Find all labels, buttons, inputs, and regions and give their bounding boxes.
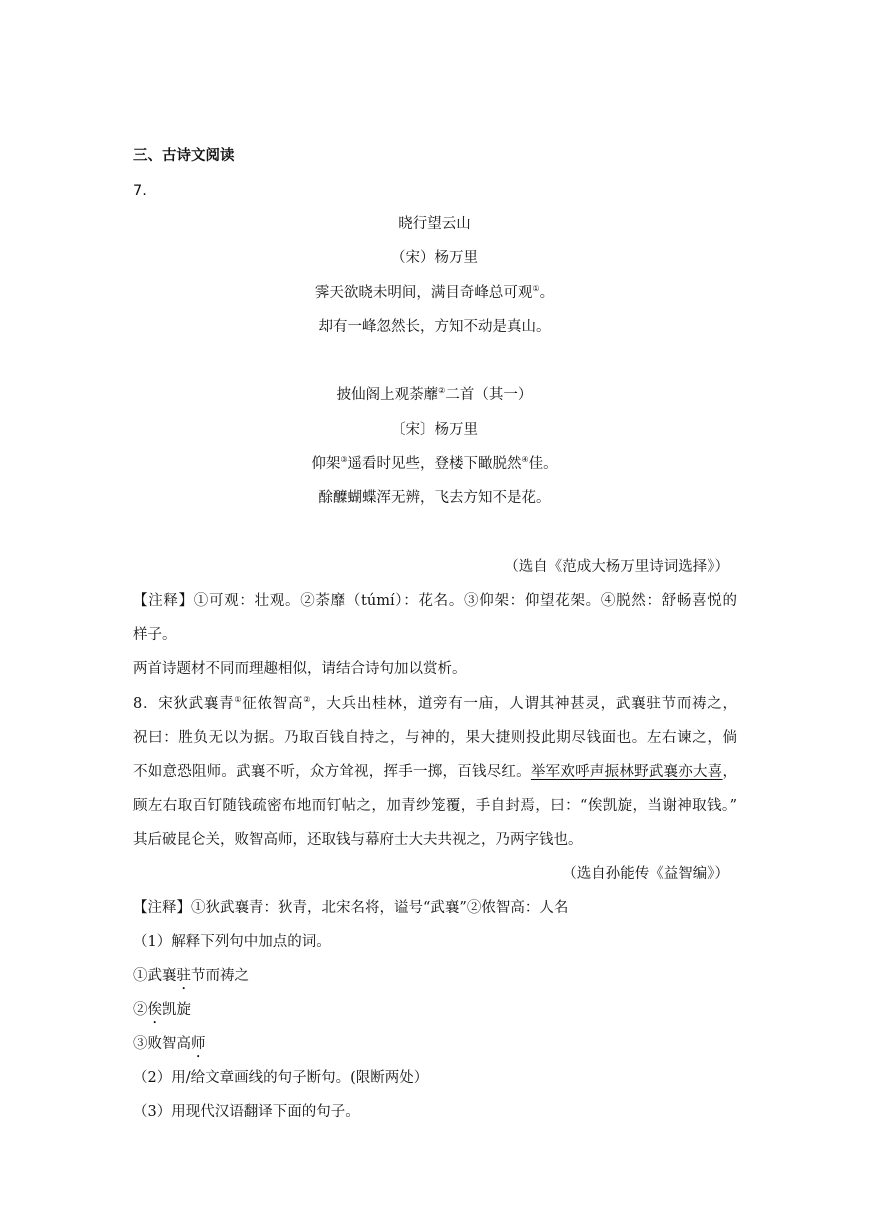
underlined-sentence: 举军欢呼声振林野武襄亦大喜 <box>530 764 723 780</box>
poem2-line1-mid: 遥看时见些，登楼下瞰脱然 <box>347 456 522 472</box>
poem2-line2: 酴醾蝴蝶浑无辨，飞去方知不是花。 <box>318 490 551 506</box>
q8-passage-text: 征侬智高 <box>242 696 304 712</box>
poem1-line1-text: 霁天欲晓未明间，满目奇峰总可观 <box>314 285 533 301</box>
q8-item-2 <box>133 1000 191 1020</box>
q8-item-3 <box>133 1034 206 1054</box>
item-text: 凯旋 <box>162 1002 191 1018</box>
footnote-mark: ② <box>303 695 312 705</box>
q8-sub-question-2: （2）用/给文章画线的句子断句。(限断两处） <box>133 1070 429 1086</box>
footnote-mark: ④ <box>521 455 529 465</box>
poem1-line2: 却有一峰忽然长，方知不动是真山。 <box>318 319 551 335</box>
q8-sub-question-3: （3）用现代汉语翻译下面的句子。 <box>133 1104 360 1120</box>
passage-source: （选自孙能传《益智编》） <box>562 866 729 882</box>
q7-notes-line2: 样子。 <box>133 627 177 643</box>
q8-passage-text: ，大兵出桂林，道旁有一庙，人谓其神甚灵，武襄驻节而祷之， <box>311 696 738 712</box>
poem2-title <box>0 385 869 405</box>
item-text: 节而祷之 <box>191 968 249 984</box>
dotted-word: 驻 <box>176 968 191 984</box>
poem1-line1-end: 。 <box>539 285 555 301</box>
section-title: 三、古诗文阅读 <box>133 148 235 164</box>
poem1-line1 <box>0 283 869 303</box>
dotted-word: 师 <box>191 1036 206 1052</box>
item-text: ② <box>133 1002 148 1018</box>
q8-passage-line2: 祝曰：胜负无以为据。乃取百钱自持之，与神的，果大捷则投此期尽钱面也。左右谏之，倘 <box>133 730 737 746</box>
q8-passage-text: ， <box>722 764 738 780</box>
poem2-line1 <box>0 454 869 474</box>
poem2-title-end: 二首（其一） <box>445 387 533 403</box>
q8-passage-line1 <box>133 694 737 714</box>
item-text: ①武襄 <box>133 968 177 984</box>
footnote-mark: ① <box>234 695 243 705</box>
q8-passage-text: 8．宋狄武襄青 <box>133 696 235 712</box>
q8-passage-line4: 顾左右取百钉随钱疏密布地而钉帖之，加青纱笼覆，手自封焉，曰：“俟凯旋，当谢神取钱。” <box>133 798 737 814</box>
poem2-line1-end: 佳。 <box>528 456 558 472</box>
q8-sub-question-1: （1）解释下列句中加点的词。 <box>133 934 331 950</box>
question-7-number: 7. <box>133 183 147 199</box>
poem-source: （选自《范成大杨万里诗词选择》） <box>504 559 729 575</box>
q8-passage-text: 不如意恐阻师。武襄不听，众方耸视，挥手一掷，百钱尽红。 <box>133 764 531 780</box>
poem1-title: 晓行望云山 <box>398 216 471 232</box>
q8-notes: 【注释】①狄武襄青：狄青，北宋名将，谥号“武襄”②侬智高：人名 <box>133 900 569 916</box>
footnote-mark: ② <box>438 386 446 396</box>
q7-notes-line1: 【注释】①可观：壮观。②荼靡（túmí）：花名。③仰架：仰望花架。④脱然：舒畅喜悦的 <box>133 593 737 609</box>
q8-passage-line3 <box>133 762 737 782</box>
poem2-author: 〔宋〕杨万里 <box>391 422 478 438</box>
item-text: ③败智高 <box>133 1036 191 1052</box>
footnote-mark: ① <box>532 284 540 294</box>
q8-item-1 <box>133 966 249 986</box>
q8-passage-line5: 其后破昆仑关，败智高师，还取钱与幕府士大夫共视之，乃两字钱也。 <box>133 832 583 848</box>
poem2-line1-text: 仰架 <box>311 456 341 472</box>
dotted-word: 俟 <box>147 1002 162 1018</box>
footnote-mark: ③ <box>340 455 348 465</box>
poem2-title-text: 披仙阁上观荼蘼 <box>336 387 439 403</box>
poem1-author: （宋）杨万里 <box>391 250 478 266</box>
q7-question: 两首诗题材不同而理趣相似，请结合诗句加以赏析。 <box>133 661 467 677</box>
